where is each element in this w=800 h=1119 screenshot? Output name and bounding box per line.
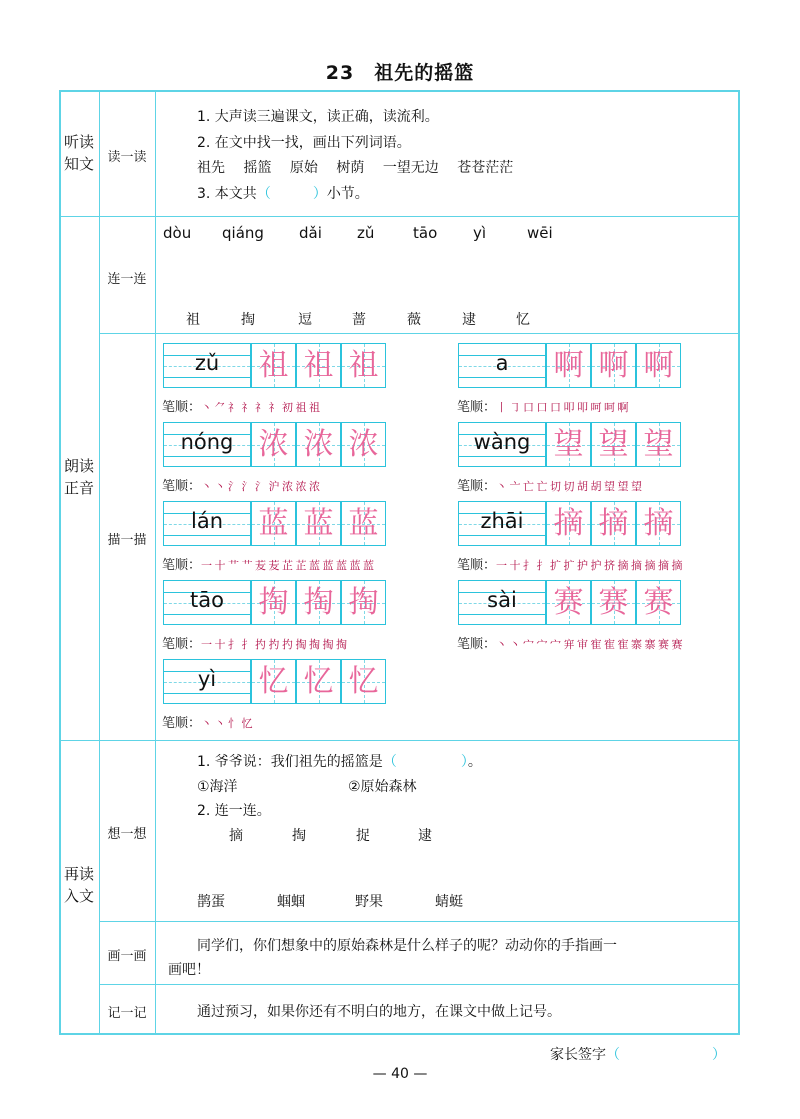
pinyin-box bbox=[163, 580, 251, 625]
trace-char-box[interactable] bbox=[636, 501, 681, 546]
trace-char: 摘 bbox=[598, 506, 629, 541]
trace-char: 祖 bbox=[258, 348, 289, 383]
trace-char: 掏 bbox=[348, 585, 379, 620]
pinyin-box bbox=[163, 501, 251, 546]
sub-miao: 描一描 bbox=[107, 533, 147, 548]
stroke-sequence: 一 十 扌 扌 扩 扩 护 护 挤 摘 摘 摘 摘 摘 bbox=[496, 559, 682, 572]
pinyin-box bbox=[458, 501, 546, 546]
noun-item[interactable]: 蝈蝈 bbox=[277, 894, 305, 910]
trace-char: 祖 bbox=[348, 348, 379, 383]
trace-char: 摘 bbox=[643, 506, 674, 541]
stroke-sequence: 丶 丶 氵 氵 氵 沪 浓 浓 浓 bbox=[201, 480, 320, 493]
section-divider bbox=[99, 90, 100, 1035]
pinyin-text: lán bbox=[190, 509, 223, 533]
stroke-order bbox=[162, 712, 252, 731]
trace-char: 赛 bbox=[598, 585, 629, 620]
trace-char: 忆 bbox=[258, 664, 289, 699]
row-divider bbox=[99, 333, 740, 334]
lian-char[interactable]: 忆 bbox=[516, 312, 530, 328]
stroke-order-label: 笔顺： bbox=[162, 716, 202, 731]
sub-hua: 画一画 bbox=[107, 949, 147, 964]
lian-pinyin[interactable]: qiáng bbox=[222, 224, 264, 242]
xiang-option-2[interactable]: ②原始森林 bbox=[348, 779, 417, 795]
stroke-order-label: 笔顺： bbox=[162, 479, 202, 494]
stroke-sequence: 一 十 扌 扌 扚 扚 扚 掏 掏 掏 掏 bbox=[201, 638, 347, 651]
stroke-order bbox=[457, 633, 682, 652]
lian-char[interactable]: 掏 bbox=[241, 312, 255, 328]
lian-char[interactable]: 祖 bbox=[186, 312, 200, 328]
pinyin-box bbox=[458, 422, 546, 467]
trace-char-box[interactable] bbox=[546, 422, 591, 467]
lian-char[interactable]: 逗 bbox=[298, 312, 312, 328]
page-number: — 40 — bbox=[372, 1066, 428, 1082]
row-divider bbox=[59, 216, 740, 217]
trace-char-box[interactable] bbox=[591, 422, 636, 467]
trace-char-box[interactable] bbox=[591, 343, 636, 388]
trace-char-box[interactable] bbox=[296, 580, 341, 625]
subsection-divider bbox=[155, 90, 156, 1035]
trace-char: 摘 bbox=[553, 506, 584, 541]
hua-line2: 画吧！ bbox=[168, 962, 210, 978]
answer-bracket-open: （ bbox=[256, 186, 271, 202]
trace-char-box[interactable] bbox=[591, 580, 636, 625]
trace-char-box[interactable] bbox=[341, 659, 386, 704]
verb-item[interactable]: 摘 bbox=[229, 828, 243, 844]
sub-du: 读一读 bbox=[107, 150, 147, 165]
trace-char-box[interactable] bbox=[296, 659, 341, 704]
sub-xiang: 想一想 bbox=[107, 827, 147, 842]
trace-char-box[interactable] bbox=[251, 659, 296, 704]
lian-pinyin[interactable]: dǎi bbox=[299, 224, 322, 242]
trace-char: 望 bbox=[553, 427, 584, 462]
verb-item[interactable]: 掏 bbox=[292, 828, 306, 844]
section-read: 朗读 正音 bbox=[63, 457, 94, 497]
pinyin-box bbox=[163, 659, 251, 704]
stroke-order-label: 笔顺： bbox=[162, 400, 202, 415]
stroke-order-label: 笔顺： bbox=[162, 637, 202, 652]
section-listen: 听读 知文 bbox=[63, 133, 94, 173]
answer-bracket-close: ） bbox=[312, 186, 327, 202]
xiang-q2: 2. 连一连。 bbox=[197, 803, 271, 819]
stroke-order-label: 笔顺： bbox=[457, 479, 497, 494]
trace-char: 浓 bbox=[303, 427, 334, 462]
du-words: 祖先 摇篮 原始 树荫 一望无边 苍苍茫茫 bbox=[197, 160, 514, 176]
pinyin-box bbox=[163, 422, 251, 467]
stroke-sequence: 丶 亠 亡 亡 切 切 胡 胡 望 望 望 bbox=[496, 480, 642, 493]
verb-item[interactable]: 逮 bbox=[418, 828, 432, 844]
lian-char[interactable]: 薇 bbox=[407, 312, 421, 328]
trace-char: 忆 bbox=[303, 664, 334, 699]
pinyin-text: nóng bbox=[180, 430, 234, 454]
trace-char-box[interactable] bbox=[251, 580, 296, 625]
trace-char-box[interactable] bbox=[341, 501, 386, 546]
xiang-option-1[interactable]: ①海洋 bbox=[197, 779, 238, 795]
trace-char-box[interactable] bbox=[251, 501, 296, 546]
pinyin-text: wàng bbox=[473, 430, 531, 454]
sub-ji: 记一记 bbox=[107, 1006, 147, 1021]
stroke-sequence: 丶 丶 宀 宀 宀 宑 审 寉 寉 寉 寨 寨 赛 赛 bbox=[496, 638, 682, 651]
trace-char-box[interactable] bbox=[546, 501, 591, 546]
noun-item[interactable]: 野果 bbox=[355, 894, 383, 910]
stroke-order-label: 笔顺： bbox=[162, 558, 202, 573]
trace-char-box[interactable] bbox=[296, 501, 341, 546]
sub-lian: 连一连 bbox=[107, 272, 147, 287]
pinyin-text: sài bbox=[487, 588, 517, 612]
row-divider bbox=[99, 984, 740, 985]
stroke-order bbox=[457, 554, 682, 573]
trace-char: 蓝 bbox=[258, 506, 289, 541]
lian-char[interactable]: 逮 bbox=[462, 312, 476, 328]
stroke-order-label: 笔顺： bbox=[457, 637, 497, 652]
page-title: 23 祖先的摇篮 bbox=[325, 62, 475, 84]
pinyin-box bbox=[458, 343, 546, 388]
trace-char-box[interactable] bbox=[636, 343, 681, 388]
trace-char: 浓 bbox=[348, 427, 379, 462]
du-line3: 3. 本文共（ ）小节。 bbox=[197, 186, 369, 202]
stroke-order bbox=[162, 633, 346, 652]
trace-char-box[interactable] bbox=[341, 343, 386, 388]
trace-char: 赛 bbox=[643, 585, 674, 620]
pinyin-text: zǔ bbox=[194, 351, 220, 375]
trace-char-box[interactable] bbox=[546, 580, 591, 625]
pinyin-text: a bbox=[495, 351, 509, 375]
verb-item[interactable]: 捉 bbox=[356, 828, 370, 844]
lian-pinyin[interactable]: wēi bbox=[527, 224, 553, 242]
trace-char-box[interactable] bbox=[251, 422, 296, 467]
stroke-sequence: 丶 ⺈ 礻 礻 礻 礻 初 祖 祖 bbox=[201, 401, 320, 414]
pinyin-box bbox=[458, 580, 546, 625]
trace-char-box[interactable] bbox=[636, 580, 681, 625]
stroke-order bbox=[162, 475, 320, 494]
pinyin-text: yì bbox=[197, 667, 217, 691]
lian-pinyin[interactable]: tāo bbox=[413, 224, 438, 242]
pinyin-text: tāo bbox=[190, 588, 224, 612]
lian-pinyin[interactable]: zǔ bbox=[357, 224, 375, 242]
trace-char-box[interactable] bbox=[591, 501, 636, 546]
lian-char[interactable]: 蔷 bbox=[352, 312, 366, 328]
trace-char-box[interactable] bbox=[636, 422, 681, 467]
trace-char-box[interactable] bbox=[341, 580, 386, 625]
row-divider bbox=[59, 740, 740, 741]
pinyin-box bbox=[163, 343, 251, 388]
trace-char: 望 bbox=[643, 427, 674, 462]
row-divider bbox=[99, 921, 740, 922]
stroke-sequence: 丨 ㇆ 口 口 口 叩 叩 呵 呵 啊 bbox=[496, 401, 628, 414]
trace-char-box[interactable] bbox=[341, 422, 386, 467]
stroke-order bbox=[457, 475, 641, 494]
trace-char-box[interactable] bbox=[251, 343, 296, 388]
trace-char: 忆 bbox=[348, 664, 379, 699]
lian-pinyin[interactable]: yì bbox=[473, 224, 487, 242]
trace-char: 望 bbox=[598, 427, 629, 462]
trace-char: 赛 bbox=[553, 585, 584, 620]
stroke-order-label: 笔顺： bbox=[457, 400, 497, 415]
trace-char: 蓝 bbox=[303, 506, 334, 541]
lian-pinyin[interactable]: dòu bbox=[163, 224, 192, 242]
parent-signature[interactable]: 家长签字（ ） bbox=[550, 1047, 726, 1063]
stroke-sequence: 丶 丶 忄 忆 bbox=[201, 717, 253, 730]
trace-char: 蓝 bbox=[348, 506, 379, 541]
trace-char: 掏 bbox=[303, 585, 334, 620]
trace-char: 啊 bbox=[643, 348, 674, 383]
stroke-order bbox=[162, 554, 373, 573]
trace-char: 啊 bbox=[598, 348, 629, 383]
stroke-order bbox=[162, 396, 320, 415]
noun-item[interactable]: 鹊蛋 bbox=[197, 894, 225, 910]
stroke-order-label: 笔顺： bbox=[457, 558, 497, 573]
trace-char: 掏 bbox=[258, 585, 289, 620]
noun-item[interactable]: 蜻蜓 bbox=[435, 894, 463, 910]
hua-line1: 同学们，你们想象中的原始森林是什么样子的呢？动动你的手指画一 bbox=[197, 938, 617, 954]
trace-char: 啊 bbox=[553, 348, 584, 383]
stroke-sequence: 一 十 艹 艹 苃 苃 芷 芷 蓝 蓝 蓝 蓝 蓝 bbox=[201, 559, 374, 572]
section-reread: 再读 入文 bbox=[63, 865, 94, 905]
ji-text: 通过预习，如果你还有不明白的地方，在课文中做上记号。 bbox=[197, 1004, 561, 1020]
trace-char-box[interactable] bbox=[546, 343, 591, 388]
trace-char: 浓 bbox=[258, 427, 289, 462]
trace-char-box[interactable] bbox=[296, 422, 341, 467]
stroke-order bbox=[457, 396, 628, 415]
trace-char: 祖 bbox=[303, 348, 334, 383]
trace-char-box[interactable] bbox=[296, 343, 341, 388]
xiang-q1: 1. 爷爷说：我们祖先的摇篮是（ ）。 bbox=[197, 754, 482, 770]
du-line1: 1. 大声读三遍课文，读正确，读流利。 bbox=[197, 109, 439, 125]
pinyin-text: zhāi bbox=[480, 509, 524, 533]
du-line2: 2. 在文中找一找，画出下列词语。 bbox=[197, 135, 411, 151]
